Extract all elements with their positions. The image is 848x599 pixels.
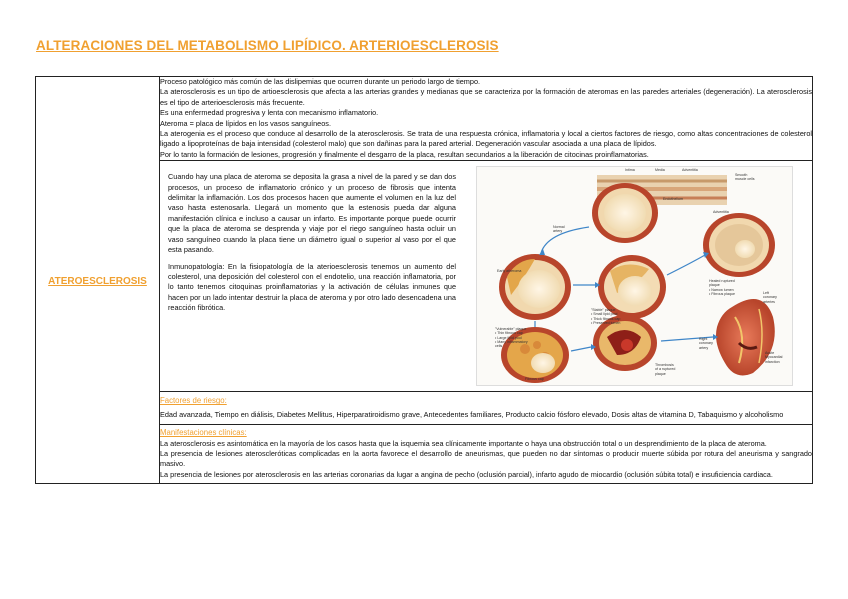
intro-line: Proceso patológico más común de las dislipemias que ocurren durante un periodo largo de tiempo. (160, 77, 481, 86)
endothelium-label: Endothelium (663, 197, 683, 202)
early-atheroma-label: Early atheroma (497, 269, 522, 274)
healed-plaque-label: Healed ruptured plaque • Narrow lumen • Fibrous plaque (709, 279, 736, 296)
section-label: ATEROESCLEROSIS (48, 276, 147, 288)
manifestation-line: La presencia de lesiones por aterosclerosis en las arterias coronarias da lugar a angina de pecho (oclusión parcial), infarto agudo de miocardio (oclusión súbita total) e insuficiencia cardiaca. (160, 469, 773, 479)
risk-factors-cell (160, 392, 813, 425)
media-label: Media (655, 168, 665, 173)
manifestation-line: La aterosclerosis es asintomática en la mayoría de los casos hasta que la isquemia sea clínicamente importante o haya una obstrucción total o un desprendimiento de la placa de ateroma. (160, 438, 767, 448)
middle-cell (160, 161, 813, 392)
intro-line: La aterosclerosis es un tipo de artioesclerosis que afecta a las arterias grandes y medianas que se caracteriza por la formación de ateromas en las paredes arteriales (degeneración). La aterosclerosis es el tipo de arterioesclerosis más frecuente. (160, 87, 812, 107)
adventitia-label: Adventitia (713, 210, 729, 215)
intro-line: Es una enfermedad progresiva y lenta con mecanismo inflamatorio. (160, 108, 379, 118)
healed-plaque-icon (703, 213, 775, 277)
heart-icon (716, 299, 775, 375)
normal-artery-label: Normal artery (553, 225, 565, 234)
early-atheroma-icon (499, 254, 571, 320)
fibrous-cap-label: Fibrous cap (525, 377, 544, 382)
atherosclerosis-figure (476, 166, 793, 386)
middle-paragraph: Cuando hay una placa de ateroma se deposita la grasa a nivel de la pared y se dan dos procesos, un proceso de inflamatorio crónico y un proceso de fibrosis que intenta delimitar la inflamación. Los dos procesos hacen que aumente el volumen en la luz del vaso hasta estenosarla. Llegará un momento que la estenosis pueda dar alguna manifestación clínica e incluso a causar un infarto. Es importante porque puede ocurrir que la placa de ateroma se desprenda y viaje por el riego sanguíneo hasta ocluir un vaso sanguíneo cuando la placa tiene un diámetro igual o superior al vaso por el que esta pasando. (168, 172, 456, 255)
risk-factors-heading: Factores de riesgo: (160, 396, 227, 406)
intro-line: Por lo tanto la formación de lesiones, progresión y finalmente el desgarro de la placa, resultan secundarios a la liberación de citocinas proinflamatorias. (160, 149, 649, 159)
adventitia-top-label: Adventitia (682, 168, 698, 173)
acute-mi-label: Acute Myocardial infarction (765, 351, 783, 364)
page-title: ALTERACIONES DEL METABOLISMO LIPÍDICO. ARTERIOESCLEROSIS (36, 38, 499, 53)
intro-cell (160, 77, 813, 161)
stable-plaque-label: "Stable" plaque • Small lipid pool • Thick fibrous cap • Preserved lumen (591, 308, 621, 325)
intro-line: La aterogenia es el proceso que conduce al desarrollo de la aterosclerosis. Se trata de una respuesta crónica, inflamatoria y local a ciertos factores de riesgo, como altas concentraciones de colesterol ligado a lipoproteínas de baja intensidad (colesterol malo) que son dañinas para la pared arterial. Degeneración vascular asociada a una placa de lípidos. (160, 129, 812, 149)
manifestation-line: La presencia de lesiones ateroscleróticas complicadas en la aorta favorece el desarrollo de aneurismas, que pueden no dar síntomas o producir muerte súbida por rotura del aneurisma y sangrado masivo. (160, 449, 812, 469)
intro-line: Ateroma = placa de lípidos en los vasos sanguíneos. (160, 118, 331, 128)
content-table (35, 76, 813, 484)
vulnerable-plaque-label: "Vulnerable" plaque • Thin fibrous cap • Large lipid pool • Many inflammatory cells (495, 327, 528, 349)
intima-label: Intima (625, 168, 635, 173)
left-coronary-label: Left coronary arteries (763, 291, 777, 304)
manifestations-heading: Manifestaciones clínicas: (160, 428, 247, 438)
section-label-cell (36, 77, 160, 484)
right-coronary-label: Right coronary artery (699, 337, 713, 350)
atherosclerosis-illustration (477, 167, 792, 385)
normal-artery-icon (592, 183, 658, 243)
manifestations-cell (160, 425, 813, 484)
thrombosis-label: Thrombosis of a ruptured plaque (655, 363, 676, 376)
risk-factors-text: Edad avanzada, Tiempo en diálisis, Diabetes Mellitus, Hiperparatiroidismo grave, Antecedentes familiares, Producto calcio fósforo elevado, Dosis altas de vitamina D, Tabaquismo y alcoholismo (160, 409, 784, 419)
smooth-muscle-label: Smooth muscle cells (735, 173, 755, 182)
middle-paragraph: Inmunopatología: En la fisiopatología de la aterioesclerosis tenemos un aumento del colesterol, una deposición del colesterol con el endotelio, una reacción inflamatoria, por lo tanto tenemos citoquinas proinflamatorias y la activación de células inmunes que hacen por un lado intentar destruir la placa de ateroma y por otro lado desencadena una reacción fibrótica. (168, 261, 456, 313)
